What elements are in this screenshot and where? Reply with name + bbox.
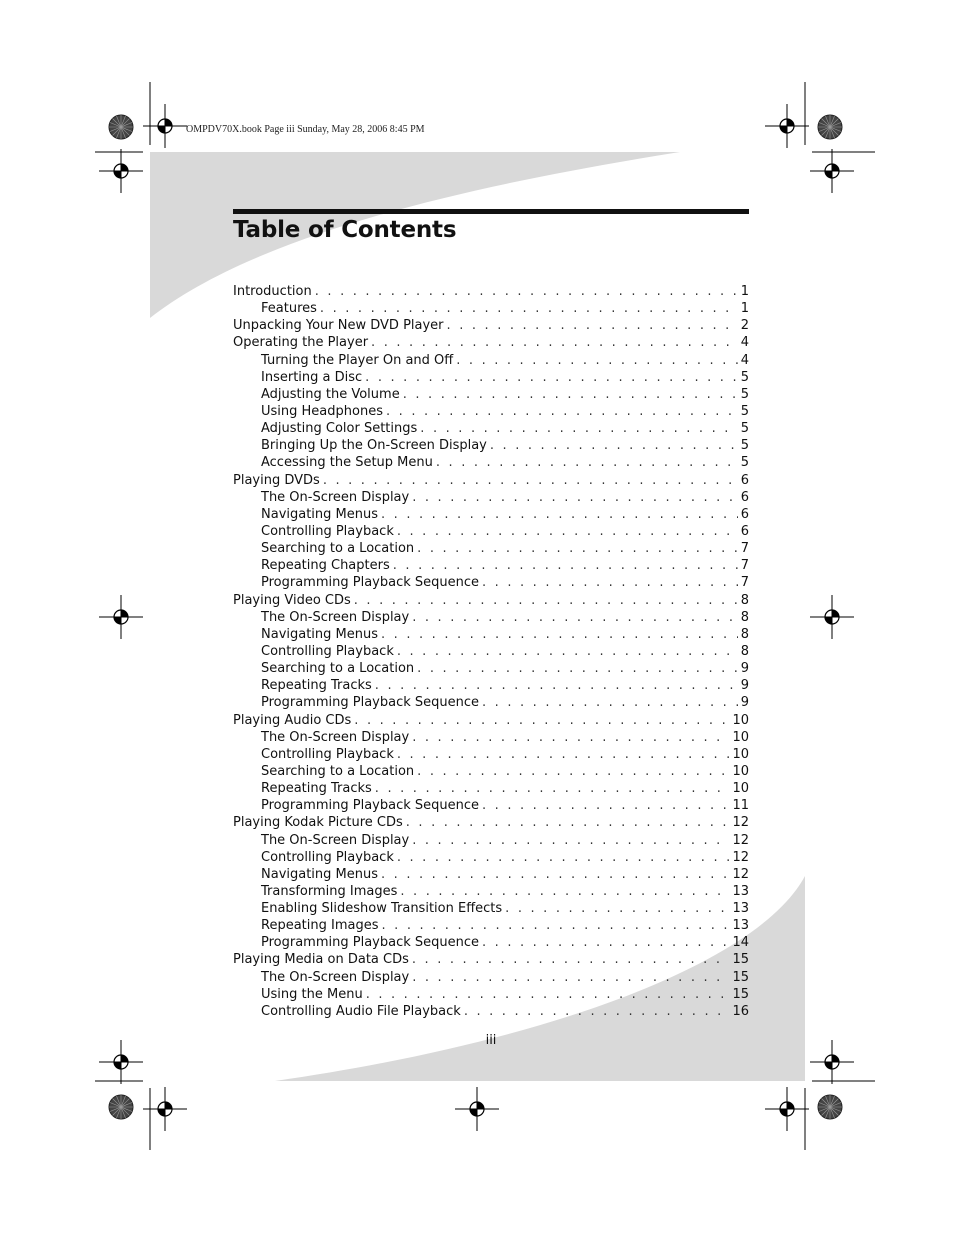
toc-entry[interactable] (233, 660, 749, 677)
toc-entry-page: 15 (732, 952, 749, 968)
toc-entry-label: Searching to a Location (261, 541, 415, 557)
toc-entry-page: 15 (732, 969, 749, 985)
toc-entry-label: Navigating Menus (261, 866, 379, 882)
toc-dot-leader (412, 832, 729, 849)
toc-entry-page: 5 (740, 438, 749, 454)
toc-entry-page: 12 (732, 849, 749, 865)
toc-entry-page: 11 (732, 798, 749, 814)
toc-entry-label: Programming Playback Sequence (261, 935, 480, 951)
toc-entry-label: Controlling Playback (261, 523, 394, 539)
toc-dot-leader (381, 917, 729, 934)
toc-dot-leader (456, 352, 737, 369)
toc-dot-leader (406, 814, 730, 831)
toc-entry[interactable] (233, 334, 749, 351)
toc-dot-leader (412, 609, 738, 626)
toc-entry[interactable] (233, 780, 749, 797)
toc-entry[interactable] (233, 729, 749, 746)
toc-entry[interactable] (233, 437, 749, 454)
page-number: iii (485, 1033, 497, 1048)
toc-entry-page: 1 (740, 301, 749, 317)
toc-entry-page: 1 (740, 284, 749, 299)
toc-entry-label: Bringing Up the On-Screen Display (261, 438, 487, 454)
toc-entry-page: 10 (732, 712, 749, 728)
toc-dot-leader (412, 489, 738, 506)
toc-entry-page: 2 (740, 318, 749, 334)
toc-entry[interactable] (233, 934, 749, 951)
toc-entry-label: The On-Screen Display (261, 609, 410, 625)
toc-entry[interactable] (233, 403, 749, 420)
toc-entry-page: 8 (740, 592, 749, 608)
toc-dot-leader (464, 1003, 730, 1020)
toc-dot-leader (354, 592, 738, 609)
toc-entry-page: 12 (732, 815, 749, 831)
toc-dot-leader (371, 334, 738, 351)
toc-entry-page: 15 (732, 986, 749, 1002)
toc-entry-label: Repeating Images (261, 918, 379, 934)
toc-entry[interactable] (233, 352, 749, 369)
toc-entry-label: Playing Audio CDs (233, 712, 352, 728)
toc-dot-leader (412, 969, 729, 986)
toc-dot-leader (397, 643, 738, 660)
toc-entry[interactable] (233, 592, 749, 609)
toc-dot-leader (420, 420, 737, 437)
toc-dot-leader (417, 763, 729, 780)
toc-entry-page: 5 (740, 403, 749, 419)
toc-entry-label: Playing Media on Data CDs (233, 952, 409, 968)
toc-entry-page: 8 (740, 626, 749, 642)
toc-entry-label: The On-Screen Display (261, 729, 410, 745)
toc-entry[interactable] (233, 386, 749, 403)
toc-entry-page: 13 (732, 918, 749, 934)
toc-entry-page: 13 (732, 883, 749, 899)
toc-entry[interactable] (233, 626, 749, 643)
toc-entry-label: Features (261, 301, 317, 317)
toc-entry-page: 12 (732, 866, 749, 882)
toc-list (233, 283, 749, 1020)
toc-entry-label: Enabling Slideshow Transition Effects (261, 901, 503, 917)
toc-entry-label: Repeating Tracks (261, 781, 372, 797)
toc-entry-label: Programming Playback Sequence (261, 695, 480, 711)
toc-entry-page: 5 (740, 369, 749, 385)
toc-entry[interactable] (233, 369, 749, 386)
toc-entry-page: 8 (740, 643, 749, 659)
page-title: Table of Contents (233, 217, 457, 243)
toc-entry-label: Playing Video CDs (233, 592, 351, 608)
toc-dot-leader (375, 677, 738, 694)
toc-dot-leader (397, 849, 730, 866)
toc-entry-page: 6 (740, 472, 749, 488)
toc-dot-leader (436, 454, 738, 471)
toc-entry-label: Accessing the Setup Menu (261, 455, 433, 471)
toc-entry-page: 7 (740, 575, 749, 591)
toc-dot-leader (482, 934, 729, 951)
toc-dot-leader (393, 557, 738, 574)
toc-entry-page: 4 (740, 352, 749, 368)
toc-dot-leader (375, 780, 730, 797)
toc-dot-leader (366, 986, 730, 1003)
toc-entry-label: Navigating Menus (261, 506, 379, 522)
toc-entry[interactable] (233, 472, 749, 489)
toc-entry[interactable] (233, 712, 749, 729)
toc-entry-label: Navigating Menus (261, 626, 379, 642)
toc-entry-label: Controlling Playback (261, 643, 394, 659)
toc-entry[interactable] (233, 677, 749, 694)
toc-dot-leader (320, 300, 738, 317)
toc-entry[interactable] (233, 969, 749, 986)
toc-entry[interactable] (233, 883, 749, 900)
toc-entry-label: Programming Playback Sequence (261, 575, 480, 591)
toc-entry-page: 5 (740, 421, 749, 437)
toc-entry-label: Using Headphones (261, 403, 383, 419)
title-rule (233, 209, 749, 214)
toc-entry-page: 14 (732, 935, 749, 951)
toc-entry-label: Adjusting Color Settings (261, 421, 418, 437)
toc-entry[interactable] (233, 643, 749, 660)
toc-entry[interactable] (233, 849, 749, 866)
toc-entry[interactable] (233, 986, 749, 1003)
toc-entry-label: The On-Screen Display (261, 969, 410, 985)
toc-entry[interactable] (233, 694, 749, 711)
toc-entry-label: Repeating Chapters (261, 558, 390, 574)
toc-dot-leader (412, 729, 729, 746)
toc-entry-label: Adjusting the Volume (261, 386, 400, 402)
toc-dot-leader (403, 386, 738, 403)
toc-entry[interactable] (233, 540, 749, 557)
toc-dot-leader (365, 369, 738, 386)
toc-entry[interactable] (233, 900, 749, 917)
toc-entry-page: 6 (740, 489, 749, 505)
toc-entry[interactable] (233, 832, 749, 849)
toc-entry[interactable] (233, 1003, 749, 1020)
toc-entry[interactable] (233, 866, 749, 883)
toc-dot-leader (354, 712, 729, 729)
toc-entry-page: 8 (740, 609, 749, 625)
toc-entry-page: 10 (732, 781, 749, 797)
toc-entry[interactable] (233, 557, 749, 574)
toc-entry-page: 5 (740, 386, 749, 402)
toc-entry[interactable] (233, 283, 749, 300)
toc-entry-page: 10 (732, 729, 749, 745)
toc-dot-leader (315, 283, 738, 300)
print-header: OMPDV70X.book Page iii Sunday, May 28, 2006 8:45 PM (186, 124, 425, 135)
toc-entry-page: 6 (740, 506, 749, 522)
toc-entry-label: Playing DVDs (233, 472, 320, 488)
toc-entry-label: Unpacking Your New DVD Player (233, 318, 444, 334)
toc-dot-leader (490, 437, 738, 454)
toc-entry-page: 5 (740, 455, 749, 471)
toc-dot-leader (482, 797, 729, 814)
toc-entry-label: The On-Screen Display (261, 489, 410, 505)
toc-dot-leader (417, 540, 738, 557)
toc-entry-label: Searching to a Location (261, 661, 415, 677)
toc-entry-page: 16 (732, 1003, 749, 1019)
toc-dot-leader (386, 403, 738, 420)
toc-entry-page: 4 (740, 335, 749, 351)
toc-entry[interactable] (233, 420, 749, 437)
toc-entry[interactable] (233, 317, 749, 334)
toc-entry-page: 10 (732, 763, 749, 779)
toc-dot-leader (482, 694, 738, 711)
toc-entry-label: Playing Kodak Picture CDs (233, 815, 403, 831)
toc-entry[interactable] (233, 797, 749, 814)
toc-entry-label: Introduction (233, 284, 312, 299)
toc-entry[interactable] (233, 609, 749, 626)
toc-entry[interactable] (233, 300, 749, 317)
toc-entry-page: 13 (732, 901, 749, 917)
toc-dot-leader (505, 900, 729, 917)
toc-dot-leader (412, 951, 730, 968)
toc-entry[interactable] (233, 917, 749, 934)
toc-entry-label: Searching to a Location (261, 763, 415, 779)
toc-dot-leader (400, 883, 729, 900)
toc-entry-label: Controlling Playback (261, 746, 394, 762)
toc-entry-label: The On-Screen Display (261, 832, 410, 848)
toc-dot-leader (397, 523, 738, 540)
toc-entry-label: Inserting a Disc (261, 369, 363, 385)
toc-entry[interactable] (233, 746, 749, 763)
toc-entry-page: 9 (740, 678, 749, 694)
toc-entry[interactable] (233, 763, 749, 780)
toc-entry[interactable] (233, 951, 749, 968)
toc-entry-page: 7 (740, 558, 749, 574)
toc-entry-label: Programming Playback Sequence (261, 798, 480, 814)
toc-entry-page: 12 (732, 832, 749, 848)
toc-dot-leader (447, 317, 738, 334)
toc-entry-label: Operating the Player (233, 335, 369, 351)
toc-entry-label: Controlling Playback (261, 849, 394, 865)
toc-dot-leader (323, 472, 738, 489)
toc-entry[interactable] (233, 574, 749, 591)
toc-dot-leader (381, 626, 738, 643)
toc-dot-leader (397, 746, 730, 763)
toc-entry-page: 7 (740, 541, 749, 557)
toc-dot-leader (381, 506, 738, 523)
toc-dot-leader (482, 574, 738, 591)
toc-entry[interactable] (233, 814, 749, 831)
toc-entry-label: Transforming Images (261, 883, 398, 899)
toc-entry-page: 9 (740, 661, 749, 677)
toc-entry[interactable] (233, 489, 749, 506)
toc-entry-label: Repeating Tracks (261, 678, 372, 694)
toc-entry[interactable] (233, 506, 749, 523)
toc-dot-leader (417, 660, 738, 677)
toc-entry-page: 9 (740, 695, 749, 711)
toc-entry-page: 6 (740, 523, 749, 539)
toc-entry-label: Using the Menu (261, 986, 363, 1002)
toc-entry-label: Turning the Player On and Off (261, 352, 454, 368)
toc-dot-leader (381, 866, 729, 883)
toc-entry[interactable] (233, 454, 749, 471)
toc-entry-label: Controlling Audio File Playback (261, 1003, 461, 1019)
toc-entry-page: 10 (732, 746, 749, 762)
toc-entry[interactable] (233, 523, 749, 540)
